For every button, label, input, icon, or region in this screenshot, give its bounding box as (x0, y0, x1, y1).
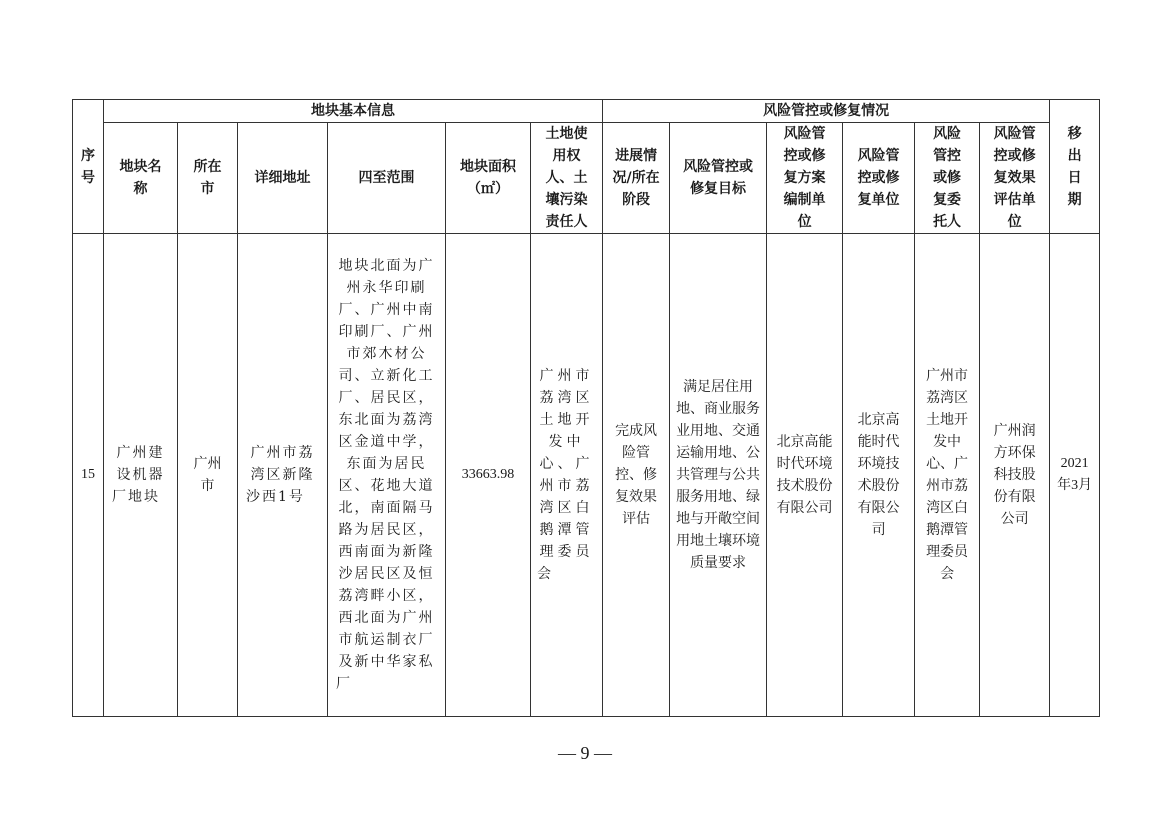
cell-seq: 15 (73, 234, 104, 717)
cell-removal-date: 2021年3月 (1050, 234, 1100, 717)
cell-progress: 完成风险管控、修复效果评估 (603, 234, 670, 717)
header-seq: 序号 (73, 100, 104, 234)
header-target: 风险管控或修复目标 (670, 123, 767, 234)
header-client: 风险管控或修复委托人 (915, 123, 980, 234)
cell-remediation-unit: 北京高能时代环境技术股份有限公司 (843, 234, 915, 717)
header-area: 地块面积（㎡） (446, 123, 531, 234)
cell-client: 广州市荔湾区土地开发中心、广州市荔湾区白鹅潭管理委员会 (915, 234, 980, 717)
cell-area: 33663.98 (446, 234, 531, 717)
header-progress: 进展情况/所在阶段 (603, 123, 670, 234)
cell-target: 满足居住用地、商业服务业用地、交通运输用地、公共管理与公共服务用地、绿地与开敞空间用地土壤环境质量要求 (670, 234, 767, 717)
header-address: 详细地址 (238, 123, 328, 234)
header-remediation-unit: 风险管控或修复单位 (843, 123, 915, 234)
page-number: — 9 — (558, 743, 612, 763)
cell-plot-name: 广州建设机器厂地块 (104, 234, 178, 717)
cell-land-user: 广州市荔湾区土地开发中心、广州市荔湾区白鹅潭管理委员会 (531, 234, 603, 717)
header-city: 所在市 (178, 123, 238, 234)
group-header-risk-control: 风险管控或修复情况 (603, 100, 1050, 123)
cell-evaluation-unit: 广州润方环保科技股份有限公司 (980, 234, 1050, 717)
header-plan-unit: 风险管控或修复方案编制单位 (767, 123, 843, 234)
group-header-basic-info: 地块基本信息 (104, 100, 603, 123)
contaminated-plot-table (72, 99, 1100, 717)
table-row (73, 234, 1100, 717)
header-plot-name: 地块名称 (104, 123, 178, 234)
header-removal-date: 移出日期 (1050, 100, 1100, 234)
header-boundaries: 四至范围 (328, 123, 446, 234)
header-evaluation-unit: 风险管控或修复效果评估单位 (980, 123, 1050, 234)
cell-address: 广州市荔湾区新隆沙西1号 (238, 234, 328, 717)
header-land-user: 土地使用权人、土壤污染责任人 (531, 123, 603, 234)
cell-city: 广州市 (178, 234, 238, 717)
cell-plan-unit: 北京高能时代环境技术股份有限公司 (767, 234, 843, 717)
cell-boundaries: 地块北面为广州永华印刷厂、广州中南印刷厂、广州市郊木材公司、立新化工厂、居民区，东北面为荔湾区金道中学，东面为居民区、花地大道北，南面隔马路为居民区，西南面为新隆沙居民区及恒荔湾畔小区，西北面为广州市航运制衣厂及新中华家私厂 (328, 234, 446, 717)
